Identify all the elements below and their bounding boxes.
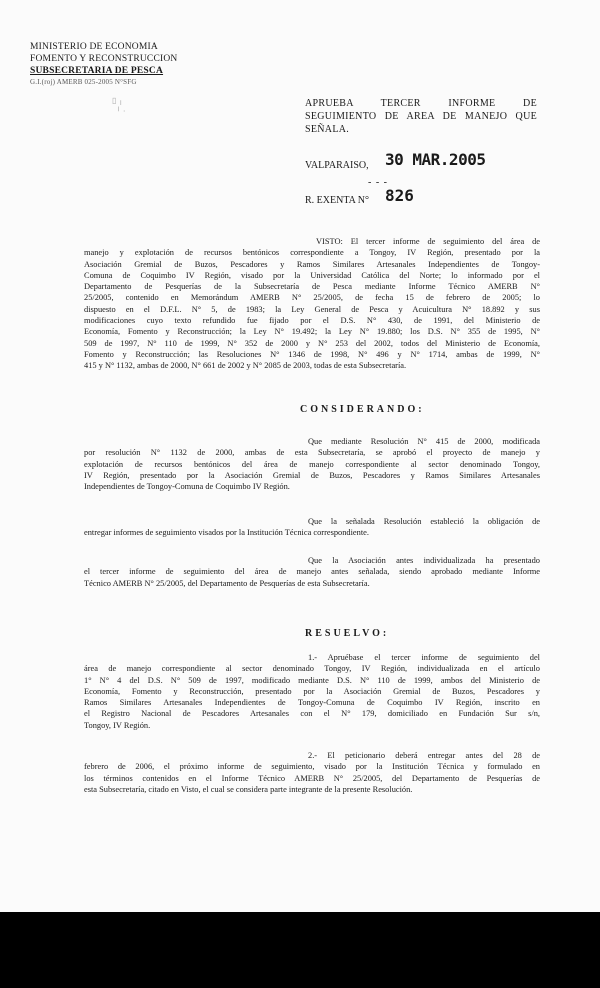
resolution-label: R. EXENTA N° <box>305 195 370 206</box>
paragraph-line: VISTO: El tercer informe de seguimiento del área de <box>316 237 540 246</box>
date-stamp: 30 MAR.2005 <box>385 150 486 169</box>
paragraph-line: los términos contenidos en el Informe Técnico AMERB N° 25/2005, del Departamento de Pesquerías de <box>84 773 540 783</box>
subsecretaria-name: SUBSECRETARIA DE PESCA <box>30 66 164 76</box>
ministry-name-line1: MINISTERIO DE ECONOMIA <box>30 42 158 52</box>
paragraph-line: el tercer informe de seguimiento del área de manejo antes señalada, siendo aprobado mediante Informe <box>84 567 540 577</box>
paragraph-line: Fomento y Reconstrucción; las Resoluciones N° 1346 de 1998, N° 496 y N° 1714, ambas de 1999, N° <box>84 349 540 359</box>
resuelvo-paragraph-2 <box>84 750 540 795</box>
visto-paragraph <box>84 236 540 372</box>
considerando-paragraph-2 <box>84 516 540 539</box>
paragraph-line: Independientes de Tongoy-Comuna de Coquimbo IV Región. <box>84 482 290 492</box>
paragraph-line: Tongoy, IV Región. <box>84 720 151 730</box>
considerando-paragraph-3 <box>84 555 540 589</box>
paragraph-line: Que la señalada Resolución estableció la obligación de <box>308 517 540 526</box>
paragraph-line: Ramos Similares Artesanales Independientes de Tongoy-Comuna de Coquimbo IV Región, inscrito en <box>84 698 540 708</box>
faded-stamp-mark: ▯ ╷ ╵ · <box>112 96 126 116</box>
considerando-heading: CONSIDERANDO: <box>300 404 425 415</box>
subject-line: SEÑALA. <box>305 124 350 135</box>
paragraph-line: entregar informes de seguimiento visados por la Institución Técnica correspondiente. <box>84 528 369 538</box>
paragraph-line: 1.- Apruébase el tercer informe de seguimiento del <box>308 653 540 662</box>
paragraph-line: el Registro Nacional de Pescadores Artesanales con el N° 179, domiciliado en Fundación Sur s/n, <box>84 709 540 719</box>
paragraph-line: modificaciones cuyo texto refundido fue fijado por el D.S. N° 430, de 1991, del Ministerio de <box>84 316 540 326</box>
paragraph-line: Comuna de Coquimbo IV Región, visado por la Universidad Católica del Norte; lo informado por el <box>84 270 540 280</box>
paragraph-line: Asociación Gremial de Buzos, Pescadores y Ramos Similares Artesanales Independientes de Tongoy- <box>84 259 540 269</box>
dash-mark: - - - <box>368 177 388 188</box>
document-subject <box>305 97 537 136</box>
paragraph-line: Que mediante Resolución N° 415 de 2000, modificada <box>308 437 540 446</box>
paragraph-line: explotación de recursos bentónicos del área de manejo correspondiente al sector denominado Tongoy, <box>84 459 540 469</box>
paragraph-line: esta Subsecretaría, citado en Visto, el cual se considera parte integrante de la presente Resolución. <box>84 784 413 794</box>
resuelvo-heading: RESUELVO: <box>305 628 390 639</box>
paragraph-line: 25/2005, contenido en Memorándum AMERB N° 25/2005, de fecha 15 de febrero de 2005; lo <box>84 293 540 303</box>
paragraph-line: Que la Asociación antes individualizada ha presentado <box>308 556 540 565</box>
paragraph-line: área de manejo correspondiente al sector denominado Tongoy, IV Región, individualizada en el artículo <box>84 664 540 674</box>
place-label: VALPARAISO, <box>305 160 369 171</box>
paragraph-line: IV Región, presentado por la Asociación Gremial de Buzos, Pescadores y Ramos Similares Artesanales <box>84 470 540 480</box>
paragraph-line: por resolución N° 1132 de 2000, ambas de esta Subsecretaría, se aprobó el proyecto de manejo y <box>84 448 540 458</box>
paragraph-line: Economía, Fomento y Reconstrucción; la Ley N° 19.492; la Ley N° 19.880; los D.S. N° 355 de 1995, N° <box>84 327 540 337</box>
paragraph-line: dispuesto en el D.F.L. N° 5, de 1983; la Ley General de Pesca y Acuicultura N° 18.892 y sus <box>84 304 540 314</box>
reference-code: G.I.(roj) AMERB 025-2005 N°SFG <box>30 78 137 86</box>
paragraph-line: Departamento de Pesquerías de la Subsecretaría de Pesca mediante Informe Técnico AMERB N° <box>84 282 540 292</box>
paragraph-line: 2.- El peticionario deberá entregar antes del 28 de <box>308 751 540 760</box>
subject-line: SEGUIMIENTO DE AREA DE MANEJO QUE <box>305 111 537 122</box>
paragraph-line: 1° N° 4 del D.S. N° 509 de 1997, modificado mediante D.S. N° 110 de 1999, ambos del Ministerio de <box>84 675 540 685</box>
paragraph-line: 415 y N° 1132, ambas de 2000, N° 661 de 2002 y N° 2085 de 2003, todas de esta Subsecretaría. <box>84 361 407 371</box>
paragraph-line: Economía, Fomento y Reconstrucción, presentado por la Asociación Gremial de Buzos, Pescadores y <box>84 686 540 696</box>
paragraph-line: Técnico AMERB N° 25/2005, del Departamento de Pesquerías de esta Subsecretaría. <box>84 578 370 588</box>
considerando-paragraph-1 <box>84 436 540 492</box>
resuelvo-paragraph-1 <box>84 652 540 731</box>
subject-line: APRUEBA TERCER INFORME DE <box>305 98 537 109</box>
paragraph-line: febrero de 2006, el próximo informe de seguimiento, visado por la Institución Técnica y formulado en <box>84 762 540 772</box>
paragraph-line: 509 de 1997, N° 110 de 1999, N° 352 de 2000 y N° 253 del 2002, todos del Ministerio de Economía, <box>84 338 540 348</box>
ministry-name-line2: FOMENTO Y RECONSTRUCCION <box>30 54 178 64</box>
paragraph-line: manejo y explotación de recursos bentónicos correspondiente a Tongoy, IV Región, presentado por la <box>84 248 540 258</box>
resolution-number-stamp: 826 <box>385 186 414 205</box>
